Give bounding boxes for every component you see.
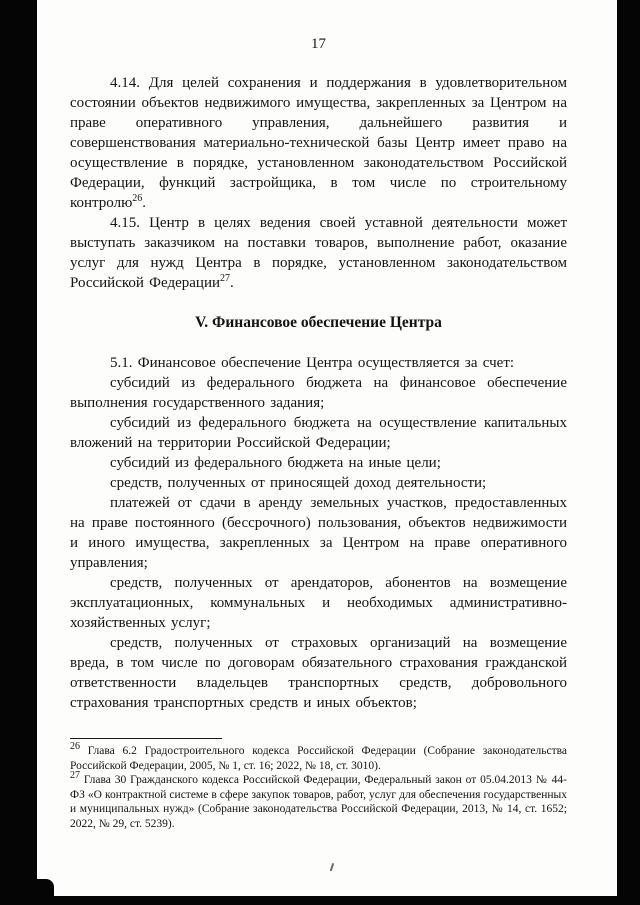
list-item: платежей от сдачи в аренду земельных участков, предоставленных на праве постоянного (бессрочного) пользования, объектов недвижимости и иного имущества, закрепленных за Центром на праве оперативного управления;: [70, 495, 567, 571]
footnote-marker: 27: [70, 770, 80, 782]
scan-edge-bottom: [0, 896, 640, 905]
paragraph-5-1: 5.1. Финансовое обеспечение Центра осуществляется за счет:: [110, 355, 515, 371]
footnote-ref-27: 27: [220, 273, 231, 284]
footnote-text: Глава 6.2 Градостроительного кодекса Российской Федерации (Собрание законодательства Российской Федерации, 2005, № 1, ст. 16; 2022, № 18, ст. 3010).: [70, 745, 567, 772]
list-item: средств, полученных от приносящей доход деятельности;: [110, 475, 487, 491]
scan-artifact: [330, 863, 334, 871]
footnotes-section: [70, 738, 567, 831]
list-item: средств, полученных от страховых организаций на возмещение вреда, в том числе по договорам обязательного страхования гражданской ответственности владельцев транспортных средств, добровольного страхования транспортных средств и иных объектов;: [70, 635, 567, 711]
section-heading: V. Финансовое обеспечение Центра: [195, 314, 442, 331]
footnote-27: [70, 770, 567, 831]
scan-edge-right: [617, 0, 640, 905]
list-item: средств, полученных от арендаторов, абонентов на возмещение эксплуатационных, коммунальных и необходимых административно-хозяйственных услуг;: [70, 575, 567, 631]
paragraph-4-15: [70, 213, 567, 293]
paragraph-text: 4.15. Центр в целях ведения своей уставной деятельности может выступать заказчиком на поставки товаров, выполнение работ, оказание услуг для нужд Центра в порядке, установленном законодательством Российской Федерации: [70, 215, 567, 291]
paragraph-tail: .: [230, 275, 234, 291]
list-item: субсидий из федерального бюджета на иные цели;: [110, 455, 441, 471]
paragraph-tail: .: [142, 195, 147, 211]
list-item: субсидий из федерального бюджета на финансовое обеспечение выполнения государственного задания;: [70, 375, 567, 411]
footnote-26: [70, 741, 567, 773]
footnote-separator: [70, 738, 222, 739]
page-number: 17: [311, 36, 326, 52]
paragraph-text: 4.14. Для целей сохранения и поддержания в удовлетворительном состоянии объектов недвижимого имущества, закрепленных за Центром на праве оперативного управления, дальнейшего развития и совершенствования материально-технической базы Центр имеет право на осуществление в порядке, установленном законодательством Российской Федерации, функций застройщика, в том числе по строительному контролю: [70, 75, 567, 211]
footnote-ref-26: 26: [132, 193, 143, 204]
list-item: субсидий из федерального бюджета на осуществление капитальных вложений на территории Российской Федерации;: [70, 415, 567, 451]
scan-corner-blob: [0, 879, 54, 905]
funding-sources-list: [70, 373, 567, 713]
footnote-marker: 26: [70, 741, 80, 753]
page-content: [70, 36, 567, 713]
paragraph-4-14: [70, 73, 567, 213]
footnote-text: Глава 30 Гражданского кодекса Российской Федерации, Федеральный закон от 05.04.2013 № 44-ФЗ «О контрактной системе в сфере закупок товаров, работ, услуг для обеспечения государственных и муниципальных нужд» (Собрание законодательства Российской Федерации, 2013, № 14, ст. 1652; 2022, № 29, ст. 5239).: [70, 774, 567, 830]
scan-edge-left: [0, 0, 37, 905]
